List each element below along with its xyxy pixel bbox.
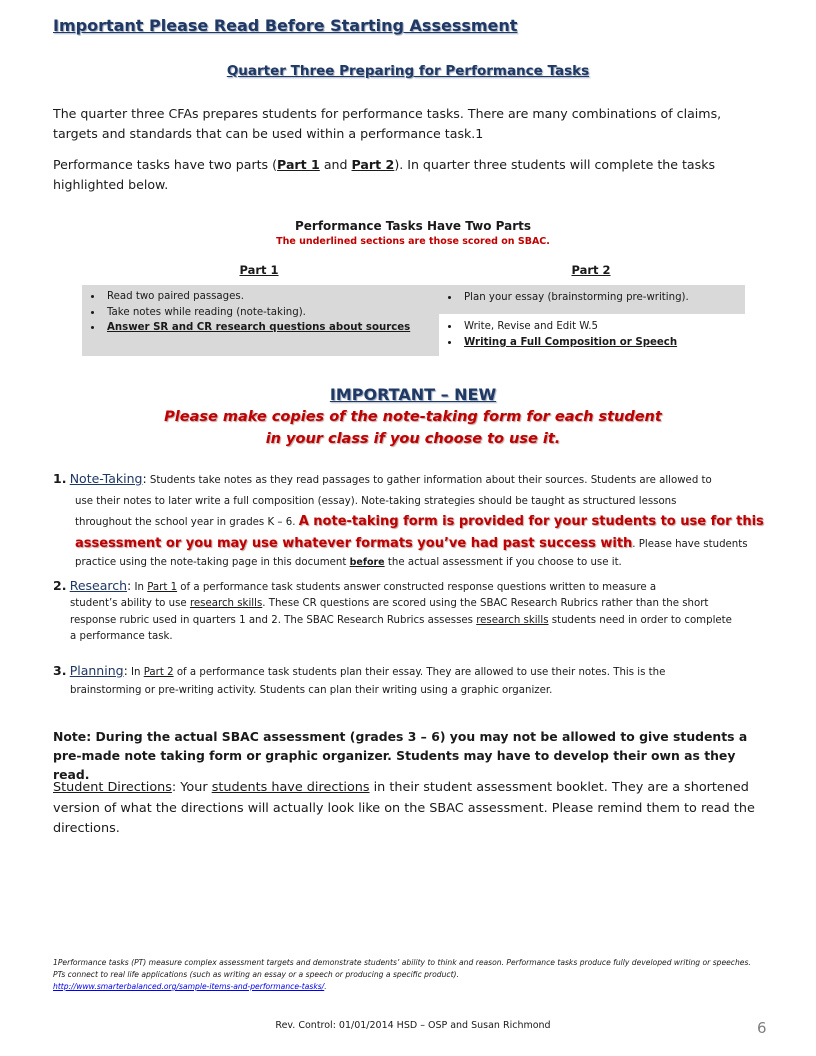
item-number: 2. <box>53 578 67 593</box>
text-run: Performance tasks have two parts ( <box>53 157 278 172</box>
text-run: . <box>324 982 327 991</box>
part-2-ref: Part 2 <box>143 667 174 678</box>
part-2-cell-highlighted <box>439 285 745 314</box>
research-keyword: Research <box>69 578 128 593</box>
student-directions <box>53 778 765 840</box>
red-callout: assessment or you may use whatever formats you’ve had past success with <box>75 535 633 551</box>
table-title: Performance Tasks Have Two Parts <box>294 219 531 233</box>
part-2-cell <box>439 314 745 356</box>
red-callout: A note-taking form is provided for your students to use for this <box>298 514 764 529</box>
research-skills-ref: research skills <box>189 598 263 610</box>
text-run: practice using the note-taking page in this document <box>75 557 347 568</box>
important-heading: IMPORTANT – NEW <box>329 385 497 404</box>
text-line: use their notes to later write a full composition (essay). Note-taking strategies should be taught as structured lessons <box>75 495 677 507</box>
text-run: response rubric used in quarters 1 and 2. The SBAC Research Rubrics assesses <box>70 614 477 626</box>
research-skills-ref: research skills <box>476 614 549 626</box>
sbac-note: Note: During the actual SBAC assessment (grades 3 – 6) you may not be allowed to give students a pre-made note taking form or graphic organizer. Students may have to develop their own as they read. <box>53 729 748 782</box>
text-line: brainstorming or pre-writing activity. Students can plan their writing using a graphic organizer. <box>70 685 553 696</box>
column-header-part-2: Part 2 <box>571 263 611 277</box>
text-run: of a performance task students answer constructed response questions written to measure a <box>177 582 657 593</box>
part-1-ref: Part 1 <box>277 157 320 172</box>
text-run: student’s ability to use <box>70 598 190 610</box>
text-run: throughout the school year in grades K – 6. <box>75 517 296 528</box>
note-taking-item <box>53 469 768 570</box>
text-run: : <box>127 578 132 593</box>
important-line-1: Please make copies of the note-taking form for each student <box>164 409 662 425</box>
text-run: Students take notes as they read passages to gather information about their sources. Students are allowed to <box>146 475 712 486</box>
footnote <box>53 957 765 993</box>
item-number: 1. <box>53 471 67 486</box>
directions-link-text: students have directions <box>211 780 370 795</box>
important-line-2: in your class if you choose to use it. <box>265 431 561 447</box>
text-run: in their student assessment booklet. They are a shortened version of what the directions will actually look like on the SBAC assessment. Please remind them to read the directions. <box>53 780 755 836</box>
list-item: • Writing a Full Composition or Speech <box>460 335 745 351</box>
smarter-balanced-link[interactable]: http://www.smarterbalanced.org/sample-items-and-performance-tasks/ <box>53 982 325 991</box>
before-emphasis: before <box>349 557 385 568</box>
list-item: • Read two paired passages. <box>103 289 439 305</box>
column-header-part-1: Part 1 <box>239 263 279 277</box>
text-run: of a performance task students plan their essay. They are allowed to use their notes. This is the <box>173 667 666 678</box>
text-run: : <box>142 471 147 486</box>
footnote-text: 1Performance tasks (PT) measure complex assessment targets and demonstrate students’ ability to think and reason. Performance tasks produce fully developed writing or speeches. PTs connect to real life applications (such as writing an essay or a speech or producing a specific product). <box>53 958 751 979</box>
part-2-ref: Part 2 <box>351 157 395 172</box>
revision-control: Rev. Control: 01/01/2014 HSD – OSP and Susan Richmond <box>275 1020 551 1031</box>
text-run: . Please have students <box>632 538 748 550</box>
planning-item <box>53 662 768 700</box>
text-run: In <box>131 582 148 593</box>
text-run: the actual assessment if you choose to use it. <box>384 557 622 568</box>
part-1-ref: Part 1 <box>147 582 178 593</box>
list-item: • Write, Revise and Edit W.5 <box>460 319 745 335</box>
text-run: In <box>127 667 144 678</box>
text-run: students need in order to complete <box>548 614 732 626</box>
part-1-cell <box>82 285 439 356</box>
page-number: 6 <box>757 1019 767 1037</box>
text-run: and <box>319 157 352 172</box>
list-item: • Take notes while reading (note-taking). <box>103 305 439 321</box>
intro-paragraph-2 <box>53 155 765 195</box>
directions-label: Student Directions <box>53 780 172 795</box>
section-title: Quarter Three Preparing for Performance Tasks <box>226 63 590 79</box>
planning-keyword: Planning <box>69 663 124 678</box>
list-item: • Answer SR and CR research questions about sources <box>103 320 439 336</box>
list-item: • Plan your essay (brainstorming pre-writing). <box>460 290 745 306</box>
note-taking-keyword: Note-Taking <box>69 471 143 486</box>
text-run: : <box>123 663 128 678</box>
text-run: ). In quarter three students will complete the tasks highlighted below. <box>53 157 716 192</box>
page-title: Important Please Read Before Starting Assessment <box>53 16 518 35</box>
text-run: . These CR questions are scored using the SBAC Research Rubrics rather than the short <box>262 598 709 610</box>
intro-paragraph-1: The quarter three CFAs prepares students for performance tasks. There are many combinations of claims, targets and standards that can be used within a performance task.1 <box>53 106 722 141</box>
research-item <box>53 578 768 645</box>
text-line: a performance task. <box>70 630 173 642</box>
item-number: 3. <box>53 663 67 678</box>
table-subtitle: The underlined sections are those scored on SBAC. <box>276 236 550 247</box>
text-run: : Your <box>171 780 212 795</box>
